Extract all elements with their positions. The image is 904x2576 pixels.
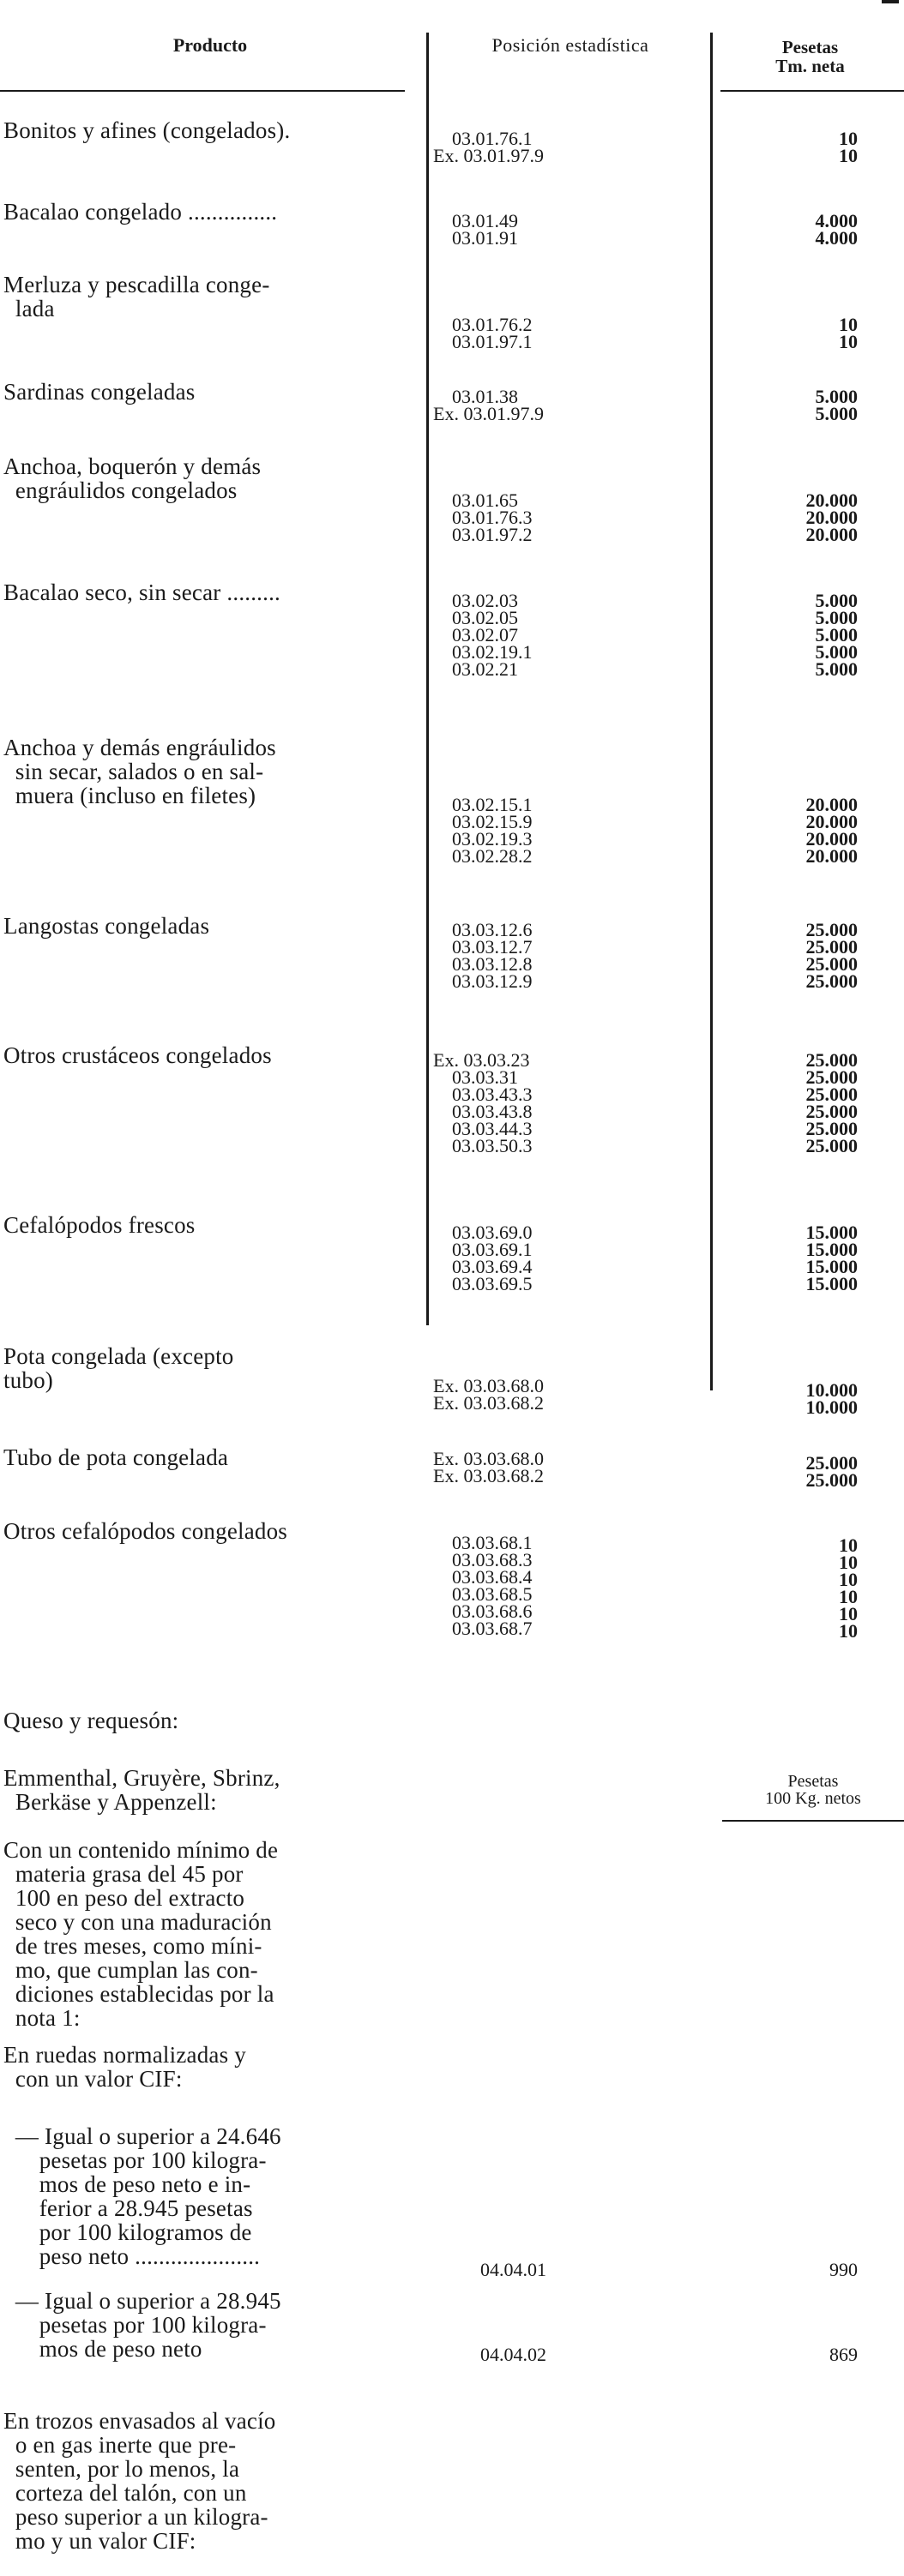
- row-producto: Otros cefalópodos congelados: [3, 1518, 288, 1544]
- queso-ruedas: En ruedas normalizadas y con un valor CIF:: [3, 2042, 246, 2092]
- row-producto: Merluza y pescadilla conge- lada: [3, 272, 270, 321]
- row-posicion: 03.01.65 03.01.76.3 03.01.97.2: [452, 489, 533, 545]
- header-pesetas: [716, 38, 904, 75]
- row-producto: Anchoa, boquerón y demás engráulidos congelados: [3, 453, 262, 503]
- row-pesetas: 5.000 5.000: [815, 386, 858, 424]
- row-pesetas: 15.000 15.000 15.000 15.000: [805, 1222, 858, 1294]
- row-producto: Pota congelada (excepto tubo): [3, 1343, 234, 1393]
- row-producto: Anchoa y demás engráulidos sin secar, salados o en sal- muera (incluso en filetes): [3, 735, 276, 808]
- row-posicion: Ex. 03.03.68.0 Ex. 03.03.68.2: [433, 1375, 544, 1414]
- queso-varieties: Emmenthal, Gruyère, Sbrinz, Berkäse y Appenzell:: [3, 1765, 280, 1815]
- column-divider-2: [710, 33, 713, 1390]
- unit-header-kg-label: 100 Kg. netos: [765, 1789, 861, 1808]
- row-posicion: Ex. 03.03.23 03.03.31 03.03.43.3 03.03.43.8 03.03.44.3 03.03.50.3: [433, 1049, 533, 1156]
- header-producto: Producto: [172, 34, 248, 56]
- row-producto: Bacalao seco, sin secar .........: [3, 579, 280, 605]
- row-pesetas: 10 10 10 10 10 10: [839, 1534, 858, 1642]
- row-pesetas: 10 10: [839, 128, 858, 166]
- queso-item-1: — Igual o superior a 24.646 pesetas por 100 kilogra- mos de peso neto e in- ferior a 28.945 pesetas por 100 kilogramos de peso neto .....................: [15, 2123, 281, 2269]
- header-unit-label: Tm. neta: [775, 56, 845, 76]
- row-pesetas: 10 10: [839, 314, 858, 352]
- unit-header-rule: [722, 1820, 904, 1822]
- row-pesetas: 20.000 20.000 20.000 20.000: [805, 794, 858, 867]
- queso-item-2-pos: 04.04.02: [480, 2344, 546, 2365]
- queso-item-2-pes: 869: [829, 2344, 858, 2365]
- queso-item-1-pos: 04.04.01: [480, 2259, 546, 2280]
- row-posicion: Ex. 03.03.68.0 Ex. 03.03.68.2: [433, 1448, 544, 1486]
- unit-header-kg: [722, 1773, 904, 1807]
- unit-header-pesetas-label: Pesetas: [787, 1772, 839, 1791]
- queso-title: Queso y requesón:: [3, 1708, 179, 1733]
- queso-item-1-pes: 990: [829, 2259, 858, 2280]
- queso-item-2: — Igual o superior a 28.945 pesetas por 100 kilogra- mos de peso neto: [15, 2288, 281, 2362]
- row-pesetas: 4.000 4.000: [815, 210, 858, 249]
- header-posicion: Posición estadística: [491, 34, 649, 56]
- queso-trozos: En trozos envasados al vacío o en gas inerte que pre- senten, por lo menos, la corteza del talón, con un peso superior a un kilogra- mo y un valor CIF:: [3, 2408, 276, 2554]
- row-producto: Langostas congeladas: [3, 913, 210, 939]
- row-pesetas: 25.000 25.000: [805, 1452, 858, 1491]
- header-rule-producto: [0, 90, 405, 92]
- row-pesetas: 5.000 5.000 5.000 5.000 5.000: [815, 590, 858, 680]
- row-posicion: 03.01.38 Ex. 03.01.97.9: [433, 386, 544, 424]
- queso-condition: Con un contenido mínimo de materia grasa del 45 por 100 en peso del extracto seco y con una maduración de tres meses, como míni- mo, que cumplan las con- diciones establecidas por la nota 1:: [3, 1837, 279, 2031]
- row-pesetas: 10.000 10.000: [805, 1379, 858, 1418]
- header-pesetas-label: Pesetas: [781, 37, 839, 57]
- row-pesetas: 25.000 25.000 25.000 25.000 25.000 25.000: [805, 1049, 858, 1156]
- row-pesetas: 20.000 20.000 20.000: [805, 489, 858, 545]
- row-posicion: 03.02.03 03.02.05 03.02.07 03.02.19.1 03.02.21: [452, 590, 533, 680]
- row-producto: Bacalao congelado ...............: [3, 199, 278, 225]
- column-divider-1: [426, 33, 429, 1325]
- row-producto: Otros crustáceos congelados: [3, 1042, 272, 1068]
- row-posicion: 03.02.15.1 03.02.15.9 03.02.19.3 03.02.28.2: [452, 794, 533, 867]
- row-producto: Sardinas congeladas: [3, 379, 196, 405]
- row-posicion: 03.01.76.2 03.01.97.1: [452, 314, 533, 352]
- row-producto: Cefalópodos frescos: [3, 1212, 196, 1238]
- row-posicion: 03.01.76.1 Ex. 03.01.97.9: [433, 128, 544, 166]
- header-rule-pesetas: [720, 90, 904, 92]
- row-pesetas: 25.000 25.000 25.000 25.000: [805, 919, 858, 992]
- row-producto: Tubo de pota congelada: [3, 1444, 229, 1470]
- row-posicion: 03.03.12.6 03.03.12.7 03.03.12.8 03.03.12.9: [452, 919, 533, 992]
- row-posicion: 03.01.49 03.01.91: [452, 210, 518, 249]
- row-producto: Bonitos y afines (congelados).: [3, 117, 291, 143]
- row-posicion: 03.03.69.0 03.03.69.1 03.03.69.4 03.03.69.5: [452, 1222, 533, 1294]
- row-posicion: 03.03.68.1 03.03.68.3 03.03.68.4 03.03.68.5 03.03.68.6 03.03.68.7: [452, 1532, 533, 1639]
- corner-mark: [882, 0, 899, 3]
